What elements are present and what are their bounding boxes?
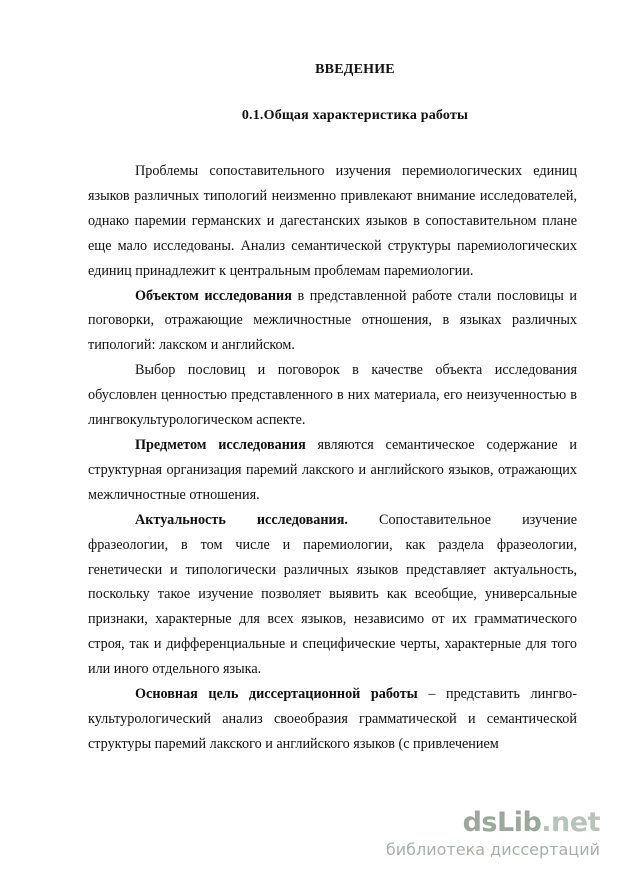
watermark-logo-main: dsLib	[462, 807, 542, 838]
paragraph	[88, 284, 577, 359]
paragraph-text: Сопоставительное изучение фразеологии, в том числе и паремиологии, как раздела фразеологии, генетически и типологически различных языков представляет актуальность, поскольку такое изучение позволяет выявить как всеобщие, универсальные признаки, характерные для всех языков, независимо от их грамматического строя, так и дифференциальные и специфические черты, характерные для того или иного отдельного языка.	[88, 511, 577, 678]
watermark-logo-domain: .net	[541, 807, 600, 838]
paragraph-text: в представленной работе стали пословицы и поговорки, отражающие межличностные отношения, в языках различных типологий: лакском и английском.	[88, 287, 577, 354]
paragraph-lead: Основная цель диссертационной работы	[135, 686, 418, 703]
watermark-logo	[386, 808, 600, 838]
paragraph	[88, 508, 577, 682]
paragraph-text: являются семантическое содержание и структурная организация паремий лакского и английского языков, отражающих межличностные отношения.	[88, 436, 577, 503]
section-heading: 0.1.Общая характеристика работы	[241, 108, 469, 123]
dslib-watermark	[386, 808, 600, 860]
page-title: ВВЕДЕНИЕ	[315, 62, 395, 77]
paragraph	[88, 682, 577, 757]
paragraph-text: Проблемы сопоставительного изучения перемиологических единиц языков различных типологий неизменно привлекают внимание исследователей, однако паремии германских и дагестанских языков в сопоставительном плане еще мало исследованы. Анализ семантической структуры паремиологических единиц принадлежит к центральным проблемам паремиологии.	[88, 163, 577, 279]
paragraph	[88, 159, 577, 284]
paragraph	[88, 358, 577, 433]
paragraph-lead: Актуальность исследования.	[135, 511, 348, 528]
watermark-subtitle: библиотека диссертаций	[385, 840, 600, 859]
paragraph-lead: Предметом исследования	[135, 436, 306, 453]
body-text	[88, 159, 577, 757]
paragraph-text: Выбор пословиц и поговорок в качестве объекта исследования обусловлен ценностью представленного в них материала, его неизученностью в лингвокультурологическом аспекте.	[88, 362, 577, 429]
paragraph	[88, 433, 577, 508]
paragraph-lead: Объектом исследования	[135, 287, 292, 304]
paragraph-text: – представить лингво-культурологический анализ своеобразия грамматической и семантической структуры паремий лакского и английского языков (с привлечением	[88, 686, 577, 752]
